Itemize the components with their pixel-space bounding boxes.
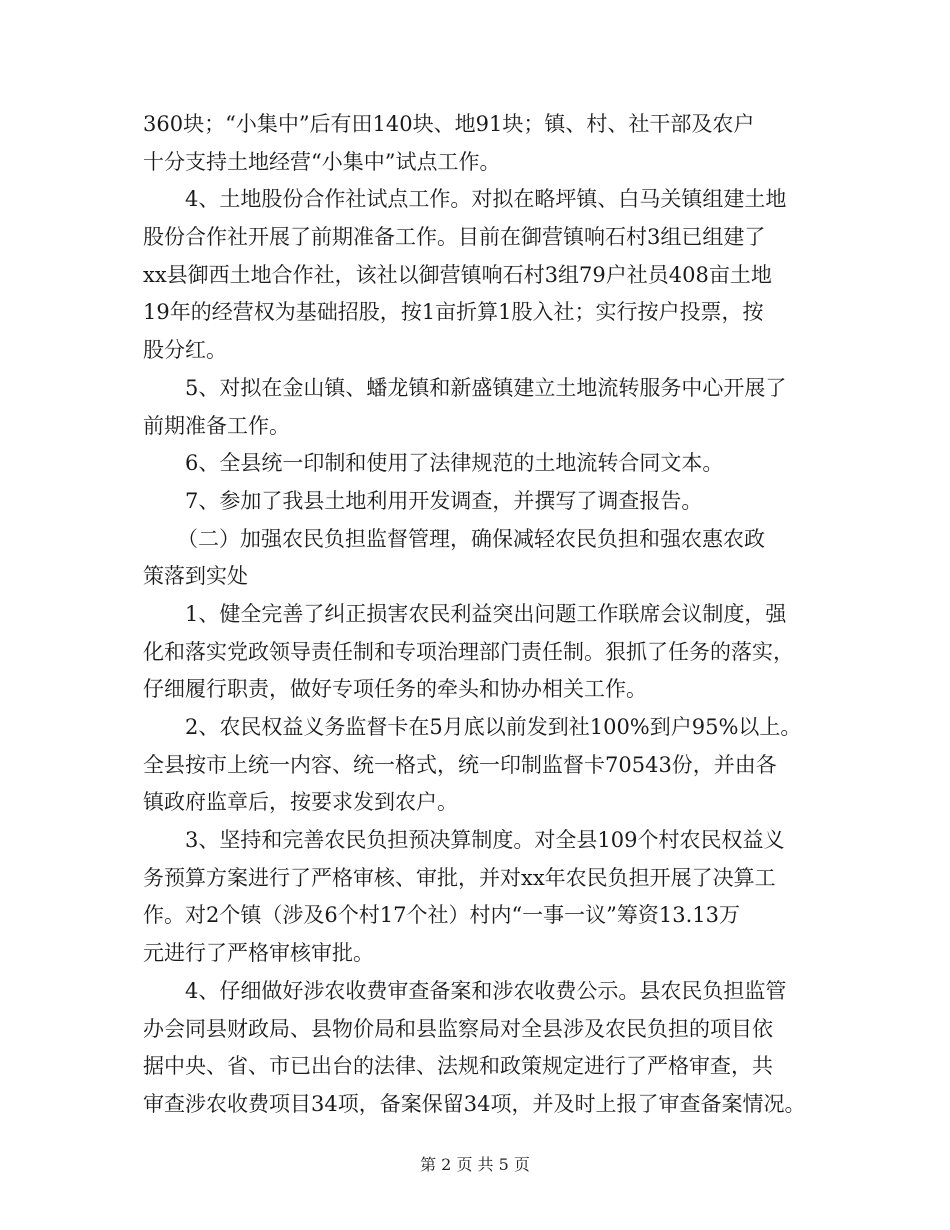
text-line: 5、对拟在金山镇、蟠龙镇和新盛镇建立土地流转服务中心开展了	[185, 375, 787, 400]
text-line: 化和落实党政领导责任制和专项治理部门责任制。狠抓了任务的落实，	[143, 639, 794, 664]
text-line: 前期准备工作。	[143, 413, 290, 438]
text-line: 十分支持土地经营“小集中”试点工作。	[143, 149, 501, 174]
page-number-footer: 第 2 页 共 5 页	[420, 1155, 530, 1174]
text-line: 元进行了严格审核审批。	[143, 941, 374, 966]
text-line: 19年的经营权为基础招股，按1亩折算1股入社；实行按户投票，按	[143, 300, 764, 325]
body-text	[143, 106, 833, 1124]
text-line: 3、坚持和完善农民负担预决算制度。对全县109个村农民权益义	[185, 828, 785, 853]
text-line: 务预算方案进行了严格审核、审批，并对xx年农民负担开展了决算工	[143, 865, 776, 890]
text-line: 6、全县统一印制和使用了法律规范的土地流转合同文本。	[185, 451, 724, 476]
text-line: 全县按市上统一内容、统一格式，统一印制监督卡70543份，并由各	[143, 752, 777, 777]
section-heading: 策落到实处	[143, 564, 248, 589]
text-line: 360块；“小集中”后有田140块、地91块；镇、村、社干部及农户	[143, 112, 755, 136]
text-line: 股份合作社开展了前期准备工作。目前在御营镇响石村3组已组建了	[143, 225, 766, 250]
text-line: 据中央、省、市已出台的法律、法规和政策规定进行了严格审查，共	[143, 1054, 773, 1079]
text-line: 股分红。	[143, 338, 227, 363]
text-line: 2、农民权益义务监督卡在5月底以前发到社100%到户95%以上。	[185, 715, 802, 739]
text-line: 作。对2个镇（涉及6个村17个社）村内“一事一议”筹资13.13万	[143, 903, 741, 928]
section-heading: （二）加强农民负担监督管理，确保减轻农民负担和强农惠农政	[177, 526, 765, 551]
text-line: 7、参加了我县土地利用开发调查，并撰写了调查报告。	[185, 488, 703, 513]
text-line: 4、仔细做好涉农收费审查备案和涉农收费公示。县农民负担监管	[185, 978, 787, 1003]
text-line: 4、土地股份合作社试点工作。对拟在略坪镇、白马关镇组建土地	[185, 187, 787, 212]
text-line: 办会同县财政局、县物价局和县监察局对全县涉及农民负担的项目依	[143, 1016, 773, 1041]
text-line: 仔细履行职责，做好专项任务的牵头和协办相关工作。	[143, 677, 647, 702]
text-line: 审查涉农收费项目34项，备案保留34项，并及时上报了审查备案情况。	[143, 1091, 806, 1116]
text-line: 1、健全完善了纠正损害农民利益突出问题工作联席会议制度，强	[185, 601, 787, 626]
text-line: xx县御西土地合作社，该社以御营镇响石村3组79户社员408亩土地	[143, 262, 772, 287]
text-line: 镇政府监章后，按要求发到农户。	[143, 790, 458, 815]
